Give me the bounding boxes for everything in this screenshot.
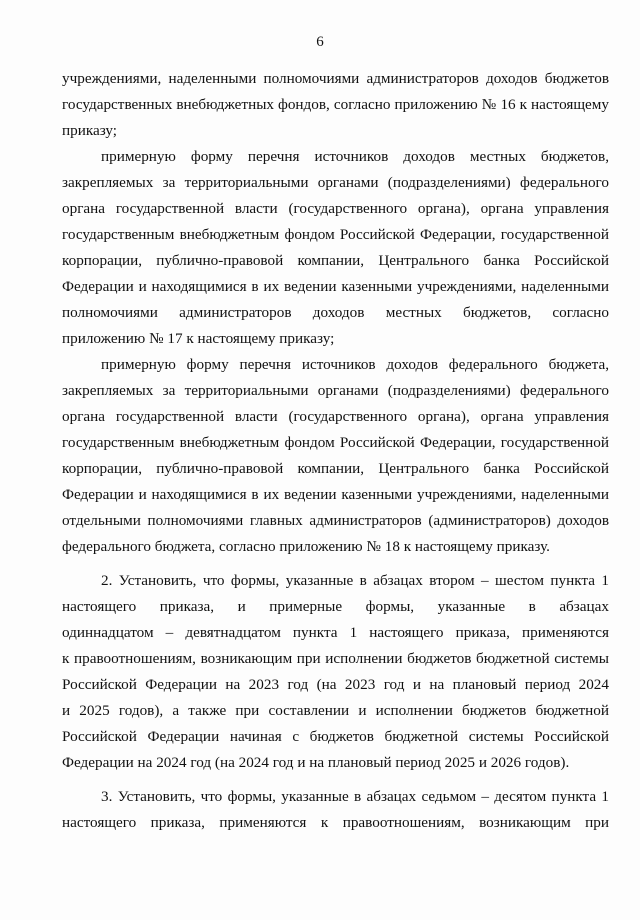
text-line: примерную форму перечня источников доходов местных бюджетов, bbox=[101, 148, 609, 165]
text-line: Российской Федерации на 2023 год (на 2023 год и на плановый период 2024 bbox=[62, 676, 609, 693]
text-line: 3. Установить, что формы, указанные в абзацах седьмом – десятом пункта 1 bbox=[101, 788, 609, 805]
text-line: и 2025 годов), а также при составлении и исполнении бюджетов бюджетной bbox=[62, 702, 609, 719]
text-line: корпорации, публично-правовой компании, Центрального банка Российской bbox=[62, 460, 609, 477]
text-line: органа государственной власти (государственного органа), органа управления bbox=[62, 200, 609, 217]
text-line: к правоотношениям, возникающим при исполнении бюджетов бюджетной системы bbox=[62, 650, 609, 667]
text-line: государственным внебюджетным фондом Российской Федерации, государственной bbox=[62, 434, 609, 451]
paragraph-gap bbox=[62, 560, 609, 568]
text-line: приказу; bbox=[62, 122, 118, 139]
text-line: полномочиями администраторов доходов местных бюджетов, согласно bbox=[62, 304, 609, 321]
text-line: настоящего приказа, применяются к правоотношениям, возникающим при bbox=[62, 814, 609, 831]
text-line: федерального бюджета, согласно приложению № 18 к настоящему приказу. bbox=[62, 538, 550, 555]
text-line: органа государственной власти (государственного органа), органа управления bbox=[62, 408, 609, 425]
document-body bbox=[62, 66, 609, 836]
text-line: отдельными полномочиями главных администраторов (администраторов) доходов bbox=[62, 512, 609, 529]
text-line: Федерации и находящимися в их ведении казенными учреждениями, наделенными bbox=[62, 278, 609, 295]
text-line: приложению № 17 к настоящему приказу; bbox=[62, 330, 335, 347]
text-line: настоящего приказа, и примерные формы, указанные в абзацах bbox=[62, 598, 609, 615]
text-line: государственных внебюджетных фондов, согласно приложению № 16 к настоящему bbox=[62, 96, 609, 113]
text-line: Федерации и находящимися в их ведении казенными учреждениями, наделенными bbox=[62, 486, 609, 503]
page-number: 6 bbox=[316, 34, 324, 50]
text-line: государственным внебюджетным фондом Российской Федерации, государственной bbox=[62, 226, 609, 243]
text-line: корпорации, публично-правовой компании, Центрального банка Российской bbox=[62, 252, 609, 269]
text-line: закрепляемых за территориальными органами (подразделениями) федерального bbox=[62, 382, 609, 399]
text-line: одиннадцатом – девятнадцатом пункта 1 настоящего приказа, применяются bbox=[62, 624, 609, 641]
text-line: Российской Федерации начиная с бюджетов бюджетной системы Российской bbox=[62, 728, 609, 745]
text-line: закрепляемых за территориальными органами (подразделениями) федерального bbox=[62, 174, 609, 191]
paragraph-gap bbox=[62, 776, 609, 784]
text-line: примерную форму перечня источников доходов федерального бюджета, bbox=[101, 356, 609, 373]
text-line: 2. Установить, что формы, указанные в абзацах втором – шестом пункта 1 bbox=[101, 572, 609, 589]
text-line: учреждениями, наделенными полномочиями администраторов доходов бюджетов bbox=[62, 70, 609, 87]
text-line: Федерации на 2024 год (на 2024 год и на плановый период 2025 и 2026 годов). bbox=[62, 754, 570, 771]
